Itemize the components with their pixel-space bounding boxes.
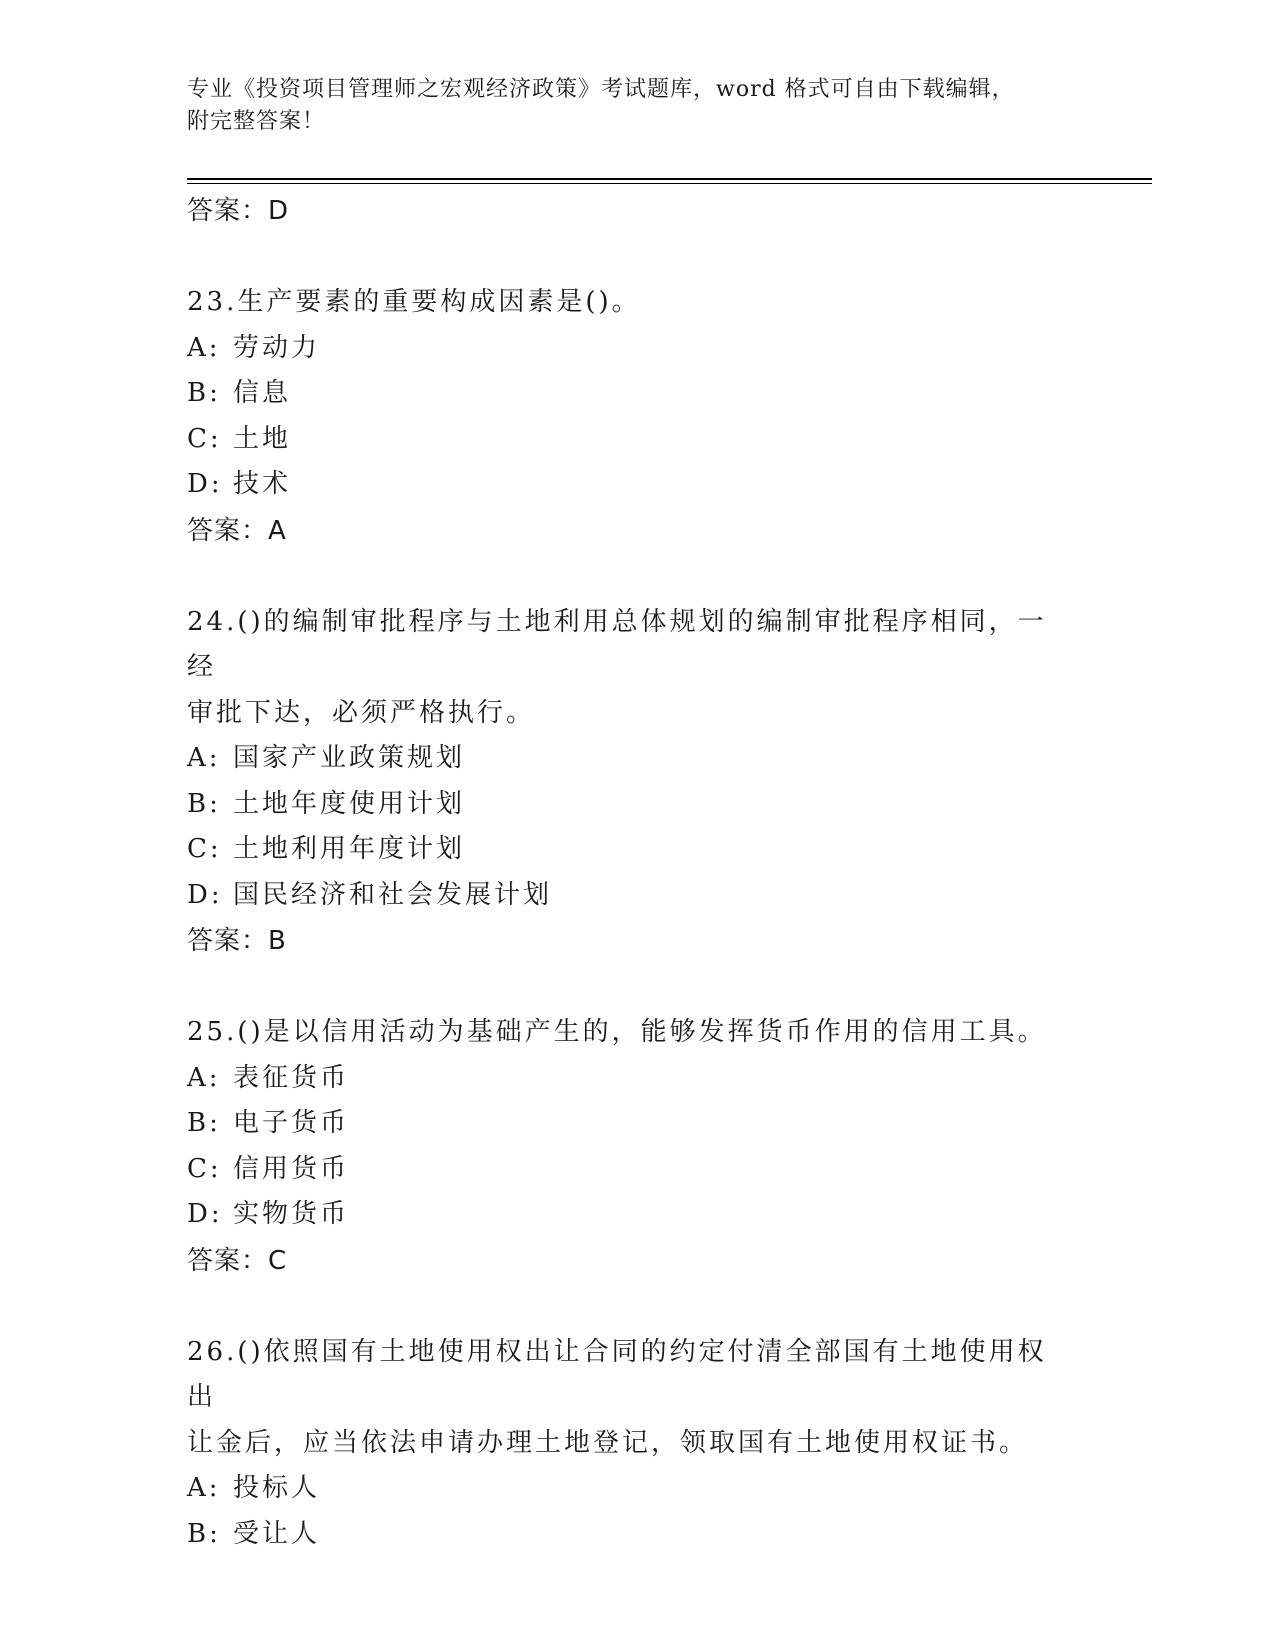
question-text: 25.()是以信用活动为基础产生的，能够发挥货币作用的信用工具。: [187, 1017, 1047, 1047]
option-letter: A:: [187, 332, 221, 363]
question-23: [187, 280, 1067, 554]
option-text: 表征货币: [233, 1062, 350, 1093]
header-divider-thin: [187, 183, 1152, 184]
option-d: [187, 1192, 1067, 1238]
option-letter: B:: [187, 378, 221, 408]
option-b: [187, 1101, 1067, 1147]
document-header: [187, 74, 1067, 138]
option-letter: D:: [187, 469, 223, 499]
option-letter: A:: [187, 743, 221, 773]
option-letter: C:: [187, 1153, 222, 1184]
option-a: [187, 1056, 1067, 1102]
option-letter: B:: [187, 1518, 221, 1549]
option-d: [187, 873, 1067, 919]
option-letter: C:: [187, 834, 222, 864]
option-b: [187, 782, 1067, 828]
question-text: 23.生产要素的重要构成因素是()。: [187, 287, 641, 317]
option-a: [187, 1466, 1067, 1512]
option-letter: B:: [187, 788, 221, 819]
answer-line: 答案：A: [187, 515, 287, 546]
question-text-continued: 审批下达，必须严格执行。: [187, 697, 536, 728]
option-text: 劳动力: [233, 332, 321, 363]
option-text: 土地: [233, 423, 292, 454]
option-text: 实物货币: [233, 1199, 350, 1229]
question-25: [187, 1010, 1067, 1284]
option-c: [187, 417, 1067, 463]
option-text: 投标人: [233, 1473, 321, 1503]
option-text: 电子货币: [233, 1108, 350, 1138]
option-text: 信息: [233, 378, 292, 408]
option-text: 受让人: [233, 1518, 321, 1549]
answer-line: 答案：D: [187, 196, 290, 226]
answer-line: 答案：B: [187, 926, 287, 956]
option-letter: C:: [187, 423, 222, 454]
answer-line: 答案：C: [187, 1245, 288, 1276]
option-text: 信用货币: [233, 1153, 350, 1184]
option-c: [187, 827, 1067, 873]
option-c: [187, 1147, 1067, 1193]
option-text: 国家产业政策规划: [233, 743, 466, 773]
option-letter: A:: [187, 1062, 221, 1093]
header-line-1: 专业《投资项目管理师之宏观经济政策》考试题库，word 格式可自由下载编辑，: [187, 77, 1015, 102]
option-a: [187, 326, 1067, 372]
option-text: 技术: [233, 469, 292, 499]
option-a: [187, 736, 1067, 782]
header-line-2: 附完整答案！: [187, 109, 326, 134]
option-text: 土地年度使用计划: [233, 788, 466, 819]
option-letter: A:: [187, 1473, 221, 1503]
option-text: 土地利用年度计划: [233, 834, 466, 864]
question-text-continued: 让金后，应当依法申请办理土地登记，领取国有土地使用权证书。: [187, 1427, 1029, 1458]
option-text: 国民经济和社会发展计划: [233, 879, 553, 910]
option-b: [187, 371, 1067, 417]
option-letter: D:: [187, 1199, 223, 1229]
option-letter: B:: [187, 1108, 221, 1138]
option-letter: D:: [187, 879, 223, 910]
question-24: [187, 600, 1067, 965]
option-b: [187, 1512, 1067, 1558]
header-divider-thick: [187, 178, 1152, 180]
question-list: [187, 188, 1067, 1557]
question-26: [187, 1330, 1067, 1558]
question-text: 24.()的编制审批程序与土地利用总体规划的编制审批程序相同，一经: [187, 606, 1047, 682]
question-text: 26.()依照国有土地使用权出让合同的约定付清全部国有土地使用权出: [187, 1336, 1047, 1412]
option-d: [187, 462, 1067, 508]
